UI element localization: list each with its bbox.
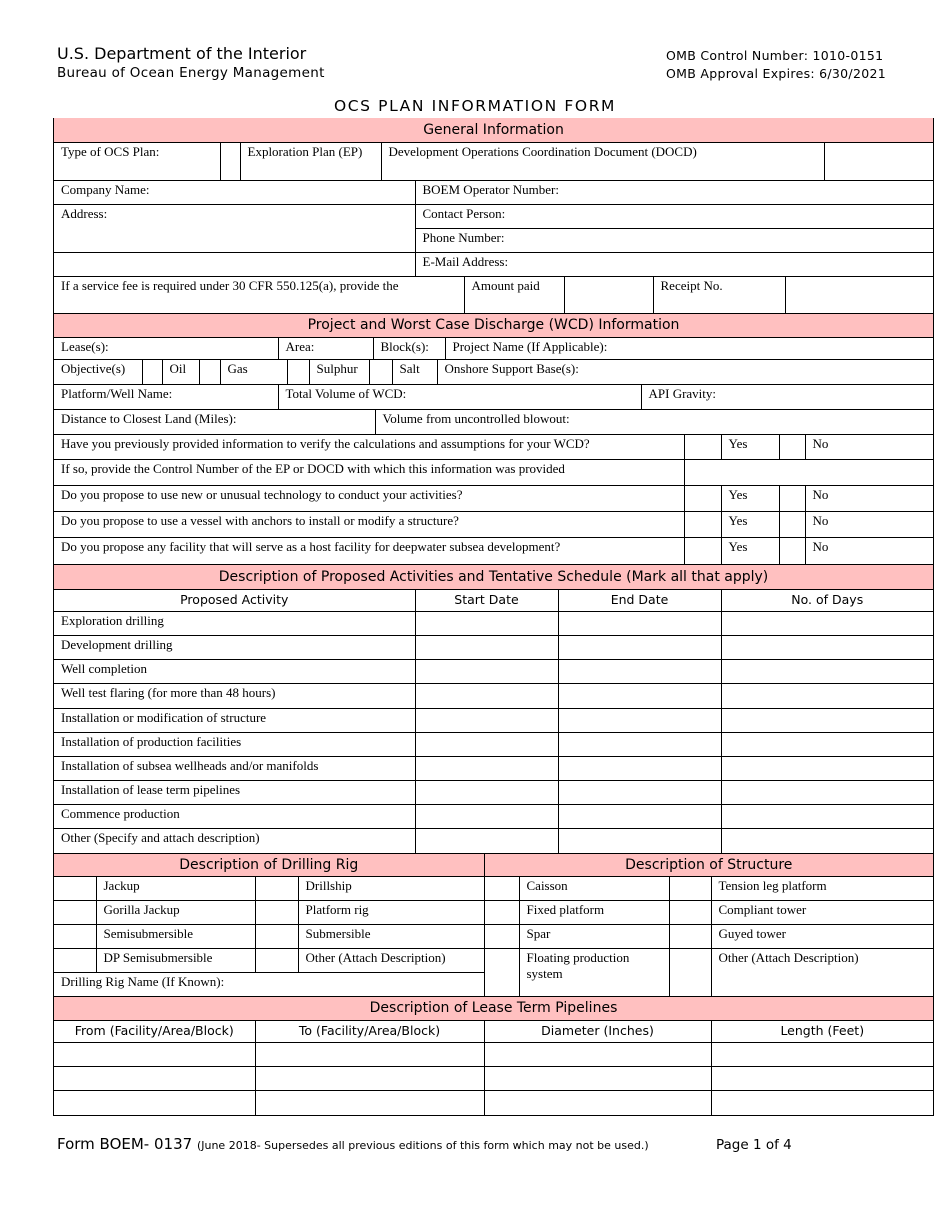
bureau-name: Bureau of Ocean Energy Management xyxy=(57,65,325,81)
pipeline-to-field[interactable] xyxy=(255,1066,484,1090)
service-fee-label: If a service fee is required under 30 CFR 550.125(a), provide the xyxy=(54,277,464,313)
form-footer xyxy=(57,1135,649,1153)
end-date-field[interactable] xyxy=(558,732,721,756)
total-volume-field[interactable]: Total Volume of WCD: xyxy=(278,385,641,410)
platform-rig-checkbox[interactable] xyxy=(255,901,298,925)
q-host-facility: Do you propose any facility that will serve as a host facility for deepwater subsea development? xyxy=(54,538,684,565)
platform-rig-label: Platform rig xyxy=(298,901,484,925)
sulphur-label: Sulphur xyxy=(309,360,369,384)
drillship-label: Drillship xyxy=(298,877,484,901)
gas-label: Gas xyxy=(220,360,287,384)
end-date-field[interactable] xyxy=(558,828,721,853)
fixed-platform-checkbox[interactable] xyxy=(484,901,519,925)
days-field[interactable] xyxy=(721,611,933,635)
start-date-field[interactable] xyxy=(415,635,558,659)
page-number: Page 1 of 4 xyxy=(716,1137,792,1153)
address-line-3[interactable] xyxy=(54,253,415,277)
dp-semisubmersible-checkbox[interactable] xyxy=(54,949,96,973)
pipeline-from-field[interactable] xyxy=(54,1042,255,1066)
days-field[interactable] xyxy=(721,635,933,659)
general-information-section xyxy=(54,118,933,181)
drilling-rig-heading: Description of Drilling Rig xyxy=(54,854,484,877)
start-date-field[interactable] xyxy=(415,732,558,756)
pipeline-length-field[interactable] xyxy=(711,1042,933,1066)
form-id: Form BOEM- 0137 xyxy=(57,1135,193,1153)
guyed-tower-label: Guyed tower xyxy=(711,925,933,949)
q-host-no-checkbox[interactable] xyxy=(779,538,805,565)
objectives-label: Objective(s) xyxy=(54,360,142,384)
rig-other-checkbox[interactable] xyxy=(255,949,298,973)
tlp-checkbox[interactable] xyxy=(669,877,711,901)
project-wcd-heading: Project and Worst Case Discharge (WCD) Information xyxy=(54,314,933,338)
project-name-field[interactable]: Project Name (If Applicable): xyxy=(445,338,933,360)
salt-checkbox[interactable] xyxy=(369,360,392,384)
address-field[interactable]: Address: xyxy=(54,205,415,229)
col-length: Length (Feet) xyxy=(711,1020,933,1042)
activity-label: Well test flaring (for more than 48 hours) xyxy=(54,683,415,708)
pipeline-length-field[interactable] xyxy=(711,1066,933,1090)
q-previous-no-label: No xyxy=(805,435,933,460)
agency-header xyxy=(57,44,325,82)
q-previous-yes-checkbox[interactable] xyxy=(684,435,721,460)
company-name-field[interactable]: Company Name: xyxy=(54,181,415,205)
q-previous-wcd: Have you previously provided information to verify the calculations and assumptions for your WCD? xyxy=(54,435,684,460)
floating-production-checkbox[interactable] xyxy=(484,949,519,997)
amount-paid-label: Amount paid xyxy=(464,277,564,313)
end-date-field[interactable] xyxy=(558,683,721,708)
q-anchors-yes-checkbox[interactable] xyxy=(684,512,721,538)
receipt-no-label: Receipt No. xyxy=(653,277,785,313)
activity-label: Well completion xyxy=(54,659,415,683)
q-previous-yes-label: Yes xyxy=(721,435,779,460)
col-proposed-activity: Proposed Activity xyxy=(54,589,415,611)
amount-paid-field[interactable] xyxy=(564,277,653,313)
start-date-field[interactable] xyxy=(415,780,558,804)
col-from: From (Facility/Area/Block) xyxy=(54,1020,255,1042)
days-field[interactable] xyxy=(721,683,933,708)
start-date-field[interactable] xyxy=(415,804,558,828)
q-anchors-no-checkbox[interactable] xyxy=(779,512,805,538)
structure-other-checkbox[interactable] xyxy=(669,949,711,997)
activity-label: Installation or modification of structure xyxy=(54,708,415,732)
q-control-number: If so, provide the Control Number of the EP or DOCD with which this information was provided xyxy=(54,460,684,486)
q-anchors-no-label: No xyxy=(805,512,933,538)
volume-blowout-field[interactable]: Volume from uncontrolled blowout: xyxy=(375,410,933,434)
caisson-label: Caisson xyxy=(519,877,669,901)
jackup-checkbox[interactable] xyxy=(54,877,96,901)
sulphur-checkbox[interactable] xyxy=(287,360,309,384)
form-title: OCS PLAN INFORMATION FORM xyxy=(333,97,617,115)
col-no-of-days: No. of Days xyxy=(721,589,933,611)
compliant-tower-checkbox[interactable] xyxy=(669,901,711,925)
pipeline-to-field[interactable] xyxy=(255,1090,484,1115)
agency-name: U.S. Department of the Interior xyxy=(57,44,307,63)
pipeline-from-field[interactable] xyxy=(54,1090,255,1115)
activity-label: Installation of lease term pipelines xyxy=(54,780,415,804)
gorilla-jackup-label: Gorilla Jackup xyxy=(96,901,255,925)
q-host-yes-label: Yes xyxy=(721,538,779,565)
start-date-field[interactable] xyxy=(415,756,558,780)
control-number-field[interactable] xyxy=(684,460,933,486)
platform-well-field[interactable]: Platform/Well Name: xyxy=(54,385,278,410)
semisubmersible-checkbox[interactable] xyxy=(54,925,96,949)
pipeline-from-field[interactable] xyxy=(54,1066,255,1090)
end-date-field[interactable] xyxy=(558,611,721,635)
q-technology-no-label: No xyxy=(805,486,933,512)
distance-land-field[interactable]: Distance to Closest Land (Miles): xyxy=(54,410,375,434)
dp-semisubmersible-label: DP Semisubmersible xyxy=(96,949,255,973)
pipeline-to-field[interactable] xyxy=(255,1042,484,1066)
api-gravity-field[interactable]: API Gravity: xyxy=(641,385,933,410)
phone-number-field[interactable]: Phone Number: xyxy=(415,229,933,253)
rig-name-field[interactable]: Drilling Rig Name (If Known): xyxy=(54,973,484,997)
spar-checkbox[interactable] xyxy=(484,925,519,949)
col-diameter: Diameter (Inches) xyxy=(484,1020,711,1042)
start-date-field[interactable] xyxy=(415,659,558,683)
address-line-2[interactable] xyxy=(54,229,415,253)
days-field[interactable] xyxy=(721,756,933,780)
start-date-field[interactable] xyxy=(415,708,558,732)
onshore-base-field[interactable]: Onshore Support Base(s): xyxy=(437,360,933,384)
col-end-date: End Date xyxy=(558,589,721,611)
activity-label: Installation of production facilities xyxy=(54,732,415,756)
gorilla-jackup-checkbox[interactable] xyxy=(54,901,96,925)
pipeline-diameter-field[interactable] xyxy=(484,1090,711,1115)
form-body xyxy=(53,118,934,1116)
platform-row xyxy=(54,385,933,411)
floating-production-label: Floating production system xyxy=(519,949,669,997)
pipeline-diameter-field[interactable] xyxy=(484,1066,711,1090)
ep-checkbox[interactable] xyxy=(220,142,240,180)
leases-field[interactable]: Lease(s): xyxy=(54,338,278,360)
tlp-label: Tension leg platform xyxy=(711,877,933,901)
submersible-label: Submersible xyxy=(298,925,484,949)
blocks-field[interactable]: Block(s): xyxy=(373,338,445,360)
distance-row xyxy=(54,410,933,435)
operator-number-field[interactable]: BOEM Operator Number: xyxy=(415,181,933,205)
drillship-checkbox[interactable] xyxy=(255,877,298,901)
col-start-date: Start Date xyxy=(415,589,558,611)
project-wcd-section xyxy=(54,314,933,361)
end-date-field[interactable] xyxy=(558,756,721,780)
objectives-row xyxy=(54,360,933,385)
receipt-no-field[interactable] xyxy=(785,277,933,313)
rig-structure-section xyxy=(54,854,933,998)
end-date-field[interactable] xyxy=(558,708,721,732)
caisson-checkbox[interactable] xyxy=(484,877,519,901)
omb-info xyxy=(666,47,886,83)
company-information xyxy=(54,181,933,278)
wcd-questions xyxy=(54,435,933,566)
docd-label: Development Operations Coordination Document (DOCD) xyxy=(381,142,824,180)
omb-expiration: OMB Approval Expires: 6/30/2021 xyxy=(666,66,886,81)
col-to: To (Facility/Area/Block) xyxy=(255,1020,484,1042)
jackup-label: Jackup xyxy=(96,877,255,901)
activities-section xyxy=(54,565,933,854)
q-technology-no-checkbox[interactable] xyxy=(779,486,805,512)
q-host-yes-checkbox[interactable] xyxy=(684,538,721,565)
q-technology: Do you propose to use new or unusual technology to conduct your activities? xyxy=(54,486,684,512)
q-host-no-label: No xyxy=(805,538,933,565)
start-date-field[interactable] xyxy=(415,611,558,635)
compliant-tower-label: Compliant tower xyxy=(711,901,933,925)
contact-person-field[interactable]: Contact Person: xyxy=(415,205,933,229)
end-date-field[interactable] xyxy=(558,804,721,828)
structure-other-label: Other (Attach Description) xyxy=(711,949,933,997)
oil-label: Oil xyxy=(162,360,199,384)
pipeline-length-field[interactable] xyxy=(711,1090,933,1115)
type-of-plan-label: Type of OCS Plan: xyxy=(54,142,220,180)
q-anchors-yes-label: Yes xyxy=(721,512,779,538)
docd-checkbox[interactable] xyxy=(824,142,933,180)
pipeline-diameter-field[interactable] xyxy=(484,1042,711,1066)
salt-label: Salt xyxy=(392,360,437,384)
end-date-field[interactable] xyxy=(558,635,721,659)
fixed-platform-label: Fixed platform xyxy=(519,901,669,925)
service-fee-row xyxy=(54,277,933,314)
q-technology-yes-label: Yes xyxy=(721,486,779,512)
structure-heading: Description of Structure xyxy=(484,854,933,877)
email-address-field[interactable]: E-Mail Address: xyxy=(415,253,933,277)
days-field[interactable] xyxy=(721,780,933,804)
submersible-checkbox[interactable] xyxy=(255,925,298,949)
pipelines-heading: Description of Lease Term Pipelines xyxy=(54,997,933,1020)
days-field[interactable] xyxy=(721,828,933,853)
semisubmersible-label: Semisubmersible xyxy=(96,925,255,949)
start-date-field[interactable] xyxy=(415,683,558,708)
activity-label: Exploration drilling xyxy=(54,611,415,635)
days-field[interactable] xyxy=(721,708,933,732)
q-anchors: Do you propose to use a vessel with anchors to install or modify a structure? xyxy=(54,512,684,538)
activity-label: Other (Specify and attach description) xyxy=(54,828,415,853)
guyed-tower-checkbox[interactable] xyxy=(669,925,711,949)
exploration-plan-label: Exploration Plan (EP) xyxy=(240,142,381,180)
end-date-field[interactable] xyxy=(558,780,721,804)
days-field[interactable] xyxy=(721,804,933,828)
activities-heading: Description of Proposed Activities and Tentative Schedule (Mark all that apply) xyxy=(54,565,933,589)
days-field[interactable] xyxy=(721,659,933,683)
q-previous-no-checkbox[interactable] xyxy=(779,435,805,460)
activity-label: Installation of subsea wellheads and/or manifolds xyxy=(54,756,415,780)
q-technology-yes-checkbox[interactable] xyxy=(684,486,721,512)
general-information-heading: General Information xyxy=(54,118,933,142)
start-date-field[interactable] xyxy=(415,828,558,853)
spar-label: Spar xyxy=(519,925,669,949)
oil-checkbox[interactable] xyxy=(142,360,162,384)
edition-note: (June 2018- Supersedes all previous editions of this form which may not be used.) xyxy=(196,1139,649,1152)
activity-label: Development drilling xyxy=(54,635,415,659)
activity-label: Commence production xyxy=(54,804,415,828)
gas-checkbox[interactable] xyxy=(199,360,220,384)
days-field[interactable] xyxy=(721,732,933,756)
omb-control-number: OMB Control Number: 1010-0151 xyxy=(666,48,884,63)
rig-other-label: Other (Attach Description) xyxy=(298,949,484,973)
pipelines-section xyxy=(54,997,933,1116)
end-date-field[interactable] xyxy=(558,659,721,683)
area-field[interactable]: Area: xyxy=(278,338,373,360)
